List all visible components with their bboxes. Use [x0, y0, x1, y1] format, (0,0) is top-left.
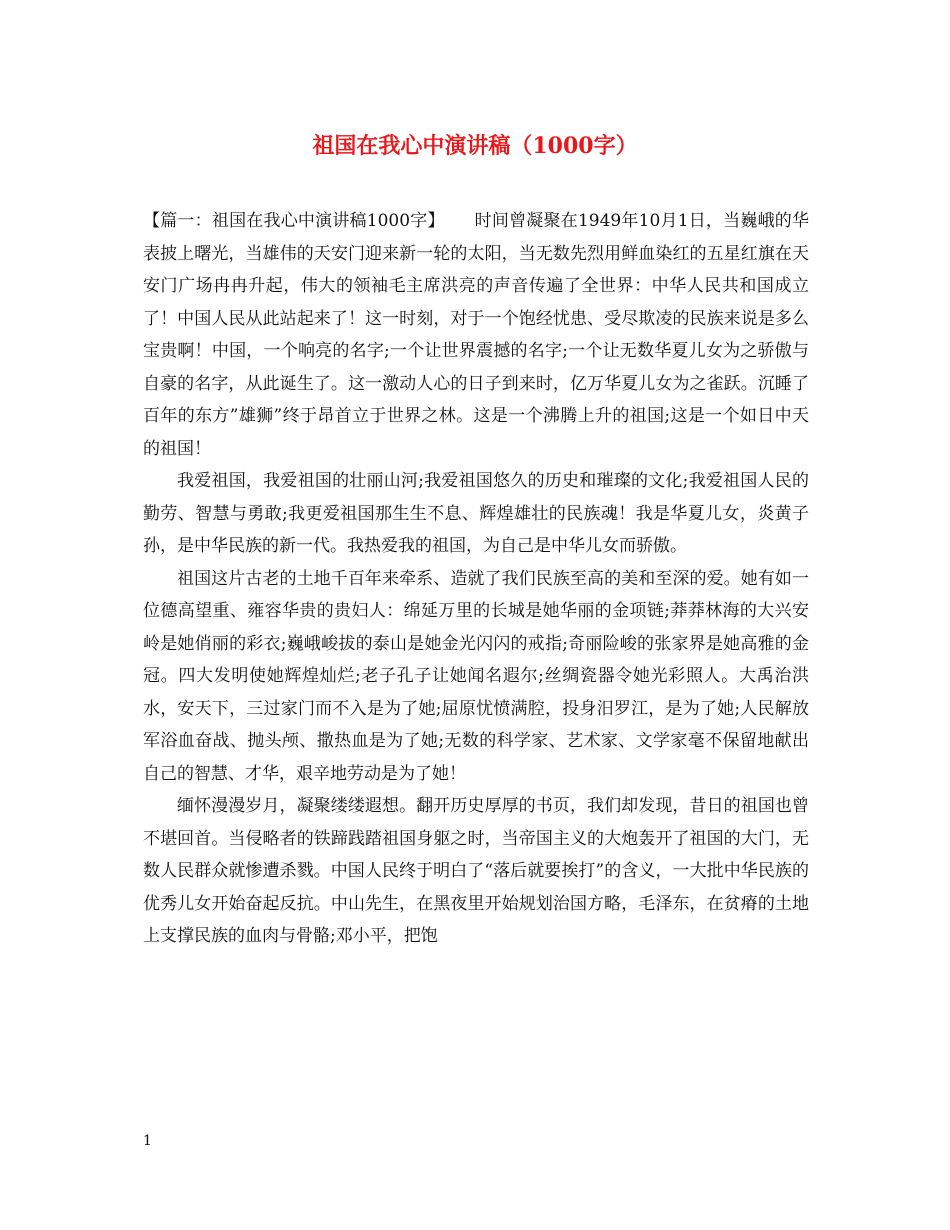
document-body: [143, 205, 809, 953]
paragraph-2: 我爱祖国，我爱祖国的壮丽山河;我爱祖国悠久的历史和璀璨的文化;我爱祖国人民的勤劳、智慧与勇敢;我更爱祖国那生生不息、辉煌雄壮的民族魂！我是华夏儿女，炎黄子孙，是中华民族的新一代。我热爱我的祖国，为自己是中华儿女而骄傲。: [143, 471, 809, 556]
paragraph-3: 祖国这片古老的土地千百年来牵系、造就了我们民族至高的美和至深的爱。她有如一位德高望重、雍容华贵的贵妇人：绵延万里的长城是她华丽的金项链;莽莽林海的大兴安岭是她俏丽的彩衣;巍峨峻拔的泰山是她金光闪闪的戒指;奇丽险峻的张家界是她高雅的金冠。四大发明使她辉煌灿烂;老子孔子让她闻名遐尔;丝绸瓷器令她光彩照人。大禹治洪水，安天下，三过家门而不入是为了她;屈原忧愤满腔，投身汨罗江，是为了她;人民解放军浴血奋战、抛头颅、撒热血是为了她;无数的科学家、艺术家、文学家毫不保留地献出自己的智慧、才华，艰辛地劳动是为了她！: [143, 568, 809, 784]
document-title: 祖国在我心中演讲稿（1000字）: [312, 133, 638, 159]
page-number: 1: [143, 1133, 152, 1149]
paragraph-1-text: 时间曾凝聚在1949年10月1日，当巍峨的华表披上曙光，当雄伟的天安门迎来新一轮的太阳，当无数先烈用鲜血染红的五星红旗在天安门广场冉冉升起，伟大的领袖毛主席洪亮的声音传遍了全世界：中华人民共和国成立了！中国人民从此站起来了！这一时刻，对于一个饱经忧患、受尽欺凌的民族来说是多么宝贵啊！中国，一个响亮的名字;一个让世界震撼的名字;一个让无数华夏儿女为之骄傲与自豪的名字，从此诞生了。这一激动人心的日子到来时，亿万华夏儿女为之雀跃。沉睡了百年的东方”雄狮”终于昂首立于世界之林。这是一个沸腾上升的祖国;这是一个如日中天的祖国！: [143, 211, 809, 459]
paragraph-1: [143, 205, 809, 465]
paragraph-4: 缅怀漫漫岁月，凝聚缕缕遐想。翻开历史厚厚的书页，我们却发现，昔日的祖国也曾不堪回首。当侵略者的铁蹄践踏祖国身躯之时，当帝国主义的大炮轰开了祖国的大门，无数人民群众就惨遭杀戮。中国人民终于明白了“落后就要挨打”的含义，一大批中华民族的优秀儿女开始奋起反抗。中山先生，在黑夜里开始规划治国方略，毛泽东，在贫瘠的土地上支撑民族的血肉与骨骼;邓小平，把饱: [143, 796, 809, 946]
section-heading: 【篇一：祖国在我心中演讲稿1000字】: [143, 211, 445, 231]
